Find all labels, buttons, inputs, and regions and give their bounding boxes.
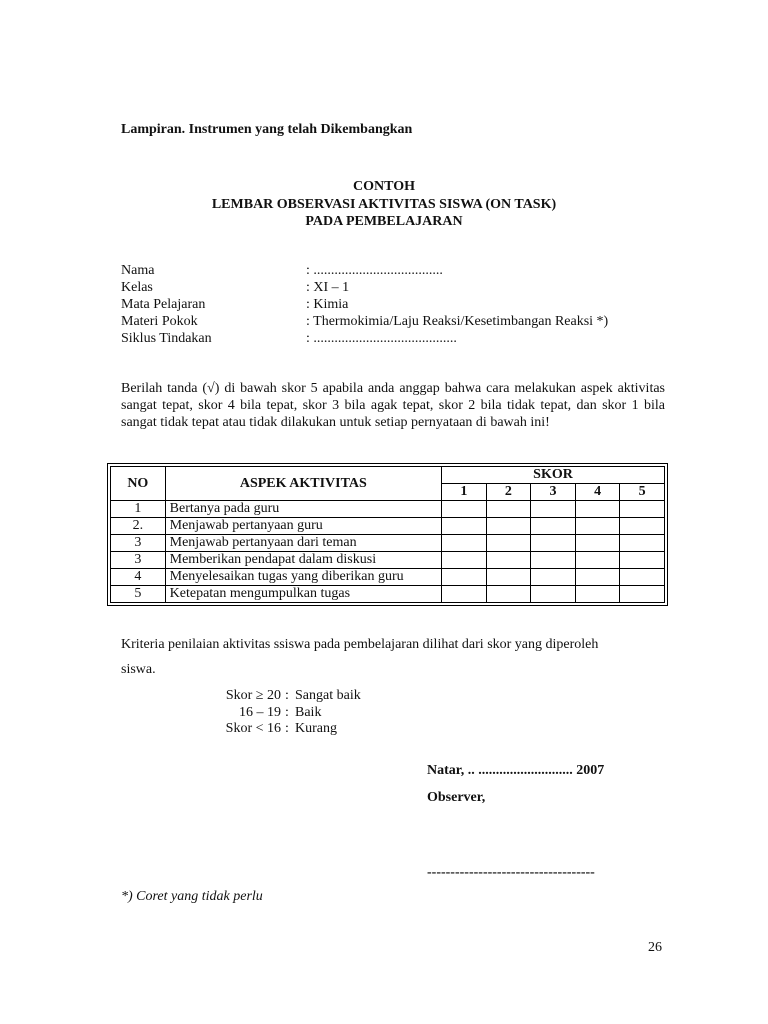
score-cell[interactable]	[486, 535, 531, 552]
table-row	[111, 569, 665, 586]
score-cell[interactable]	[442, 569, 487, 586]
score-cell[interactable]	[442, 586, 487, 603]
table-row	[111, 535, 665, 552]
score-cell[interactable]	[531, 569, 576, 586]
info-label-nama: Nama	[121, 263, 155, 278]
table-row	[111, 586, 665, 603]
score-cell[interactable]	[620, 535, 665, 552]
score-cell[interactable]	[442, 552, 487, 569]
table-row	[111, 552, 665, 569]
signature-line: ------------------------------------	[427, 865, 595, 880]
row-no: 1	[111, 501, 166, 518]
criteria-line-1: Kriteria penilaian aktivitas ssiswa pada pembelajaran dilihat dari skor yang diperoleh	[121, 637, 599, 652]
score-cell[interactable]	[442, 501, 487, 518]
criteria-range-3: Skor < 16	[225, 721, 281, 736]
criteria-sep-3: :	[285, 721, 289, 736]
score-cell[interactable]	[575, 535, 620, 552]
score-cell[interactable]	[486, 501, 531, 518]
score-cell[interactable]	[620, 569, 665, 586]
title-line-1: CONTOH	[353, 179, 415, 194]
lampiran-heading: Lampiran. Instrumen yang telah Dikembangkan	[121, 122, 413, 137]
score-cell[interactable]	[575, 518, 620, 535]
table-row	[111, 501, 665, 518]
score-header-3: 3	[531, 484, 576, 501]
col-skor-header: SKOR	[442, 467, 665, 484]
score-cell[interactable]	[620, 586, 665, 603]
score-cell[interactable]	[486, 569, 531, 586]
score-cell[interactable]	[620, 501, 665, 518]
table-header-row	[111, 467, 665, 484]
criteria-label-1: Sangat baik	[295, 688, 361, 703]
score-cell[interactable]	[620, 518, 665, 535]
info-label-siklus: Siklus Tindakan	[121, 331, 212, 346]
info-label-kelas: Kelas	[121, 280, 153, 295]
score-cell[interactable]	[620, 552, 665, 569]
score-cell[interactable]	[531, 586, 576, 603]
criteria-sep-1: :	[285, 688, 289, 703]
criteria-sep-2: :	[285, 705, 289, 720]
score-cell[interactable]	[575, 552, 620, 569]
row-no: 5	[111, 586, 166, 603]
score-header-2: 2	[486, 484, 531, 501]
score-cell[interactable]	[531, 552, 576, 569]
score-cell[interactable]	[442, 518, 487, 535]
criteria-line-2: siswa.	[121, 662, 156, 677]
title-line-3: PADA PEMBELAJARAN	[305, 214, 463, 229]
row-aspek: Menyelesaikan tugas yang diberikan guru	[165, 569, 441, 586]
info-value-nama: : .....................................	[306, 263, 443, 278]
row-no: 2.	[111, 518, 166, 535]
footnote: *) Coret yang tidak perlu	[121, 889, 263, 904]
criteria-label-3: Kurang	[295, 721, 337, 736]
score-cell[interactable]	[486, 552, 531, 569]
page-number: 26	[648, 940, 662, 955]
score-cell[interactable]	[575, 586, 620, 603]
row-aspek: Menjawab pertanyaan dari teman	[165, 535, 441, 552]
title-line-2: LEMBAR OBSERVASI AKTIVITAS SISWA (ON TASK)	[211, 197, 557, 212]
info-label-mapel: Mata Pelajaran	[121, 297, 206, 312]
criteria-range-2: 16 – 19	[239, 705, 281, 720]
info-value-kelas: : XI – 1	[306, 280, 350, 295]
info-label-materi: Materi Pokok	[121, 314, 198, 329]
score-cell[interactable]	[486, 586, 531, 603]
instruction-paragraph: Berilah tanda (√) di bawah skor 5 apabila anda anggap bahwa cara melakukan aspek aktivitas sangat tepat, skor 4 bila tepat, skor 3 bila agak tepat, skor 2 bila tidak tepat, dan skor 1 bila sangat tidak tepat atau tidak dilakukan untuk setiap pernyataan di bawah ini!	[121, 381, 665, 430]
row-aspek: Menjawab pertanyaan guru	[165, 518, 441, 535]
score-header-4: 4	[575, 484, 620, 501]
col-aspek-header: ASPEK AKTIVITAS	[165, 467, 441, 501]
score-cell[interactable]	[442, 535, 487, 552]
row-aspek: Memberikan pendapat dalam diskusi	[165, 552, 441, 569]
row-no: 3	[111, 552, 166, 569]
row-aspek: Ketepatan mengumpulkan tugas	[165, 586, 441, 603]
score-cell[interactable]	[531, 518, 576, 535]
criteria-label-2: Baik	[295, 705, 322, 720]
score-cell[interactable]	[575, 569, 620, 586]
place-date: Natar, .. ........................... 2007	[427, 763, 605, 778]
criteria-range-1: Skor ≥ 20	[225, 688, 281, 703]
row-no: 4	[111, 569, 166, 586]
score-header-1: 1	[442, 484, 487, 501]
score-cell[interactable]	[575, 501, 620, 518]
score-cell[interactable]	[486, 518, 531, 535]
observer-label: Observer,	[427, 790, 486, 805]
observation-table	[110, 466, 665, 603]
score-cell[interactable]	[531, 501, 576, 518]
info-value-siklus: : .........................................	[306, 331, 457, 346]
score-header-5: 5	[620, 484, 665, 501]
table-row	[111, 518, 665, 535]
row-aspek: Bertanya pada guru	[165, 501, 441, 518]
info-value-materi: : Thermokimia/Laju Reaksi/Kesetimbangan Reaksi *)	[306, 314, 609, 329]
info-value-mapel: : Kimia	[306, 297, 349, 312]
row-no: 3	[111, 535, 166, 552]
score-cell[interactable]	[531, 535, 576, 552]
col-no-header: NO	[111, 467, 166, 501]
